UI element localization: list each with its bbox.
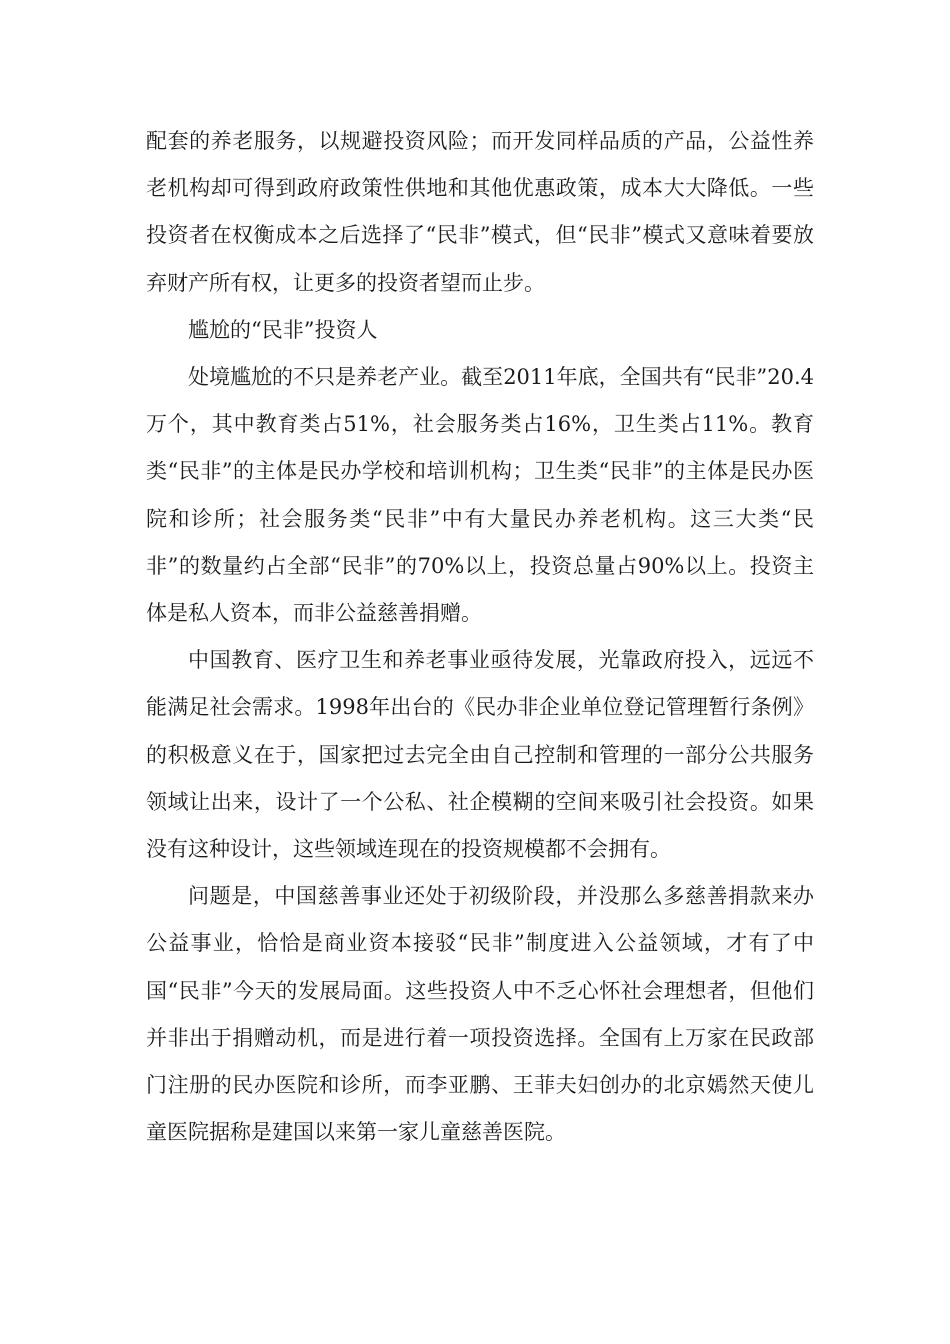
paragraph-continued: 配套的养老服务，以规避投资风险；而开发同样品质的产品，公益性养老机构却可得到政府政策性供地和其他优惠政策，成本大大降低。一些投资者在权衡成本之后选择了“民非”模式，但“民非”模式又意味着要放弃财产所有权，让更多的投资者望而止步。 (146, 129, 814, 295)
paragraph: 中国教育、医疗卫生和养老事业亟待发展，光靠政府投入，远远不能满足社会需求。1998年出台的《民办非企业单位登记管理暂行条例》的积极意义在于，国家把过去完全由自己控制和管理的一部分公共服务领域让出来，设计了一个公私、社企模糊的空间来吸引社会投资。如果没有这种设计，这些领域连现在的投资规模都不会拥有。 (146, 648, 814, 862)
paragraph: 处境尴尬的不只是养老产业。截至2011年底，全国共有“民非”20.4万个，其中教育类占51%，社会服务类占16%，卫生类占11%。教育类“民非”的主体是民办学校和培训机构；卫生类“民非”的主体是民办医院和诊所；社会服务类“民非”中有大量民办养老机构。这三大类“民非”的数量约占全部“民非”的70%以上，投资总量占90%以上。投资主体是私人资本，而非公益慈善捐赠。 (146, 365, 814, 626)
paragraph: 问题是，中国慈善事业还处于初级阶段，并没那么多慈善捐款来办公益事业，恰恰是商业资本接驳“民非”制度进入公益领域，才有了中国“民非”今天的发展局面。这些投资人中不乏心怀社会理想者，但他们并非出于捐赠动机，而是进行着一项投资选择。全国有上万家在民政部门注册的民办医院和诊所，而李亚鹏、王菲夫妇创办的北京嫣然天使儿童医院据称是建国以来第一家儿童慈善医院。 (146, 884, 814, 1145)
section-heading: 尴尬的“民非”投资人 (188, 317, 378, 342)
article-body (146, 118, 814, 1156)
